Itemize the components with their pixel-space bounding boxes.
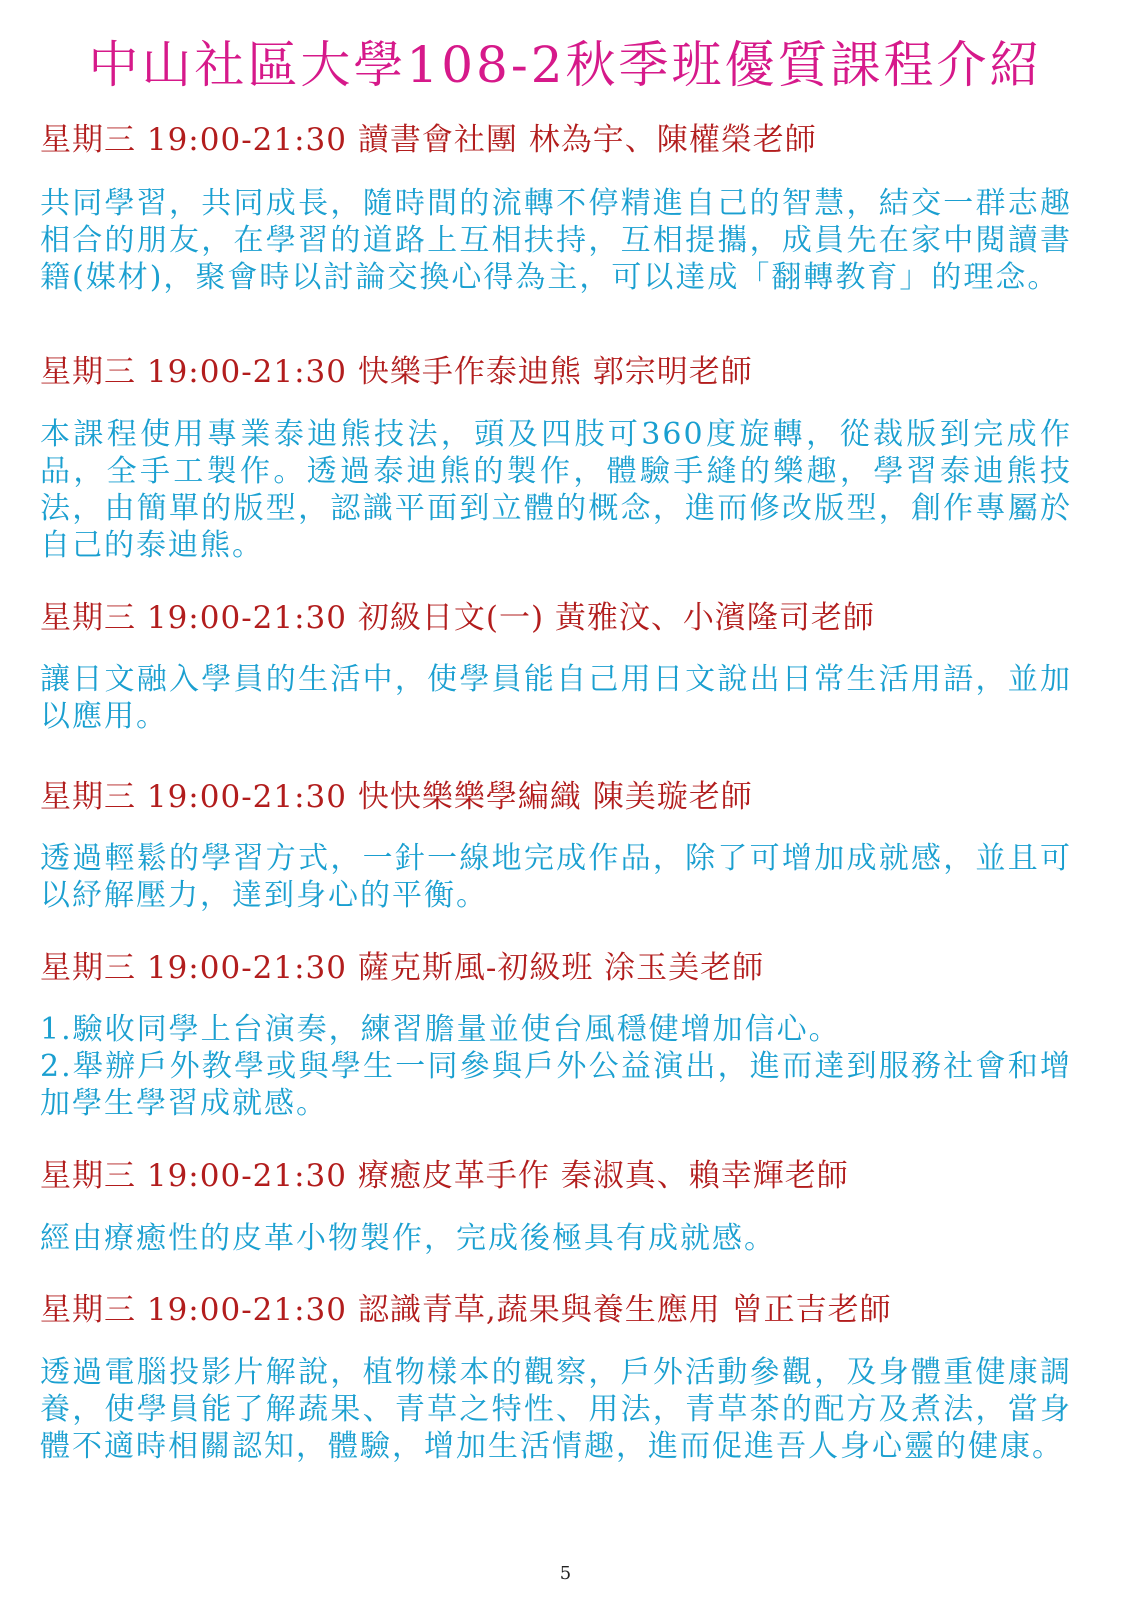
course-description-saxophone: 1.驗收同學上台演奏，練習膽量並使台風穩健增加信心。 2.舉辦戶外教學或與學生一同參與戶外公益演出，進而達到服務社會和增加學生學習成就感。 [40, 1012, 1072, 1121]
course-description-leather: 經由療癒性的皮革小物製作，完成後極具有成就感。 [40, 1221, 776, 1256]
course-header-teddy-bear: 星期三 19:00-21:30 快樂手作泰迪熊 郭宗明老師 [40, 354, 753, 390]
course-header-saxophone: 星期三 19:00-21:30 薩克斯風-初級班 涂玉美老師 [40, 950, 765, 986]
course-header-book-club: 星期三 19:00-21:30 讀書會社團 林為宇、陳權榮老師 [40, 122, 817, 158]
course-description-book-club: 共同學習，共同成長，隨時間的流轉不停精進自己的智慧，結交一群志趣相合的朋友，在學習的道路上互相扶持，互相提攜，成員先在家中閱讀書籍(媒材)，聚會時以討論交換心得為主，可以達成「翻轉教育」的理念。 [40, 186, 1072, 295]
course-description-japanese: 讓日文融入學員的生活中，使學員能自己用日文說出日常生活用語，並加以應用。 [40, 662, 1072, 734]
course-header-herbs: 星期三 19:00-21:30 認識青草,蔬果與養生應用 曾正吉老師 [40, 1292, 892, 1328]
course-header-leather: 星期三 19:00-21:30 療癒皮革手作 秦淑真、賴幸輝老師 [40, 1158, 849, 1194]
course-description-teddy-bear: 本課程使用專業泰迪熊技法，頭及四肢可360度旋轉，從裁版到完成作品，全手工製作。透過泰迪熊的製作，體驗手縫的樂趣，學習泰迪熊技法，由簡單的版型，認識平面到立體的概念，進而修改版型，創作專屬於自己的泰迪熊。 [40, 417, 1072, 563]
course-header-japanese: 星期三 19:00-21:30 初級日文(一) 黃雅汶、小濱隆司老師 [40, 600, 875, 636]
course-description-knitting: 透過輕鬆的學習方式，一針一線地完成作品，除了可增加成就感，並且可以紓解壓力，達到身心的平衡。 [40, 841, 1072, 913]
course-description-herbs: 透過電腦投影片解說，植物樣本的觀察，戶外活動參觀，及身體重健康調養，使學員能了解蔬果、青草之特性、用法，青草茶的配方及煮法，當身體不適時相關認知，體驗，增加生活情趣，進而促進吾人身心靈的健康。 [40, 1355, 1072, 1464]
page-number: 5 [559, 1563, 572, 1584]
page-title: 中山社區大學108-2秋季班優質課程介紹 [88, 36, 1043, 94]
course-header-knitting: 星期三 19:00-21:30 快快樂樂學編織 陳美璇老師 [40, 779, 753, 815]
